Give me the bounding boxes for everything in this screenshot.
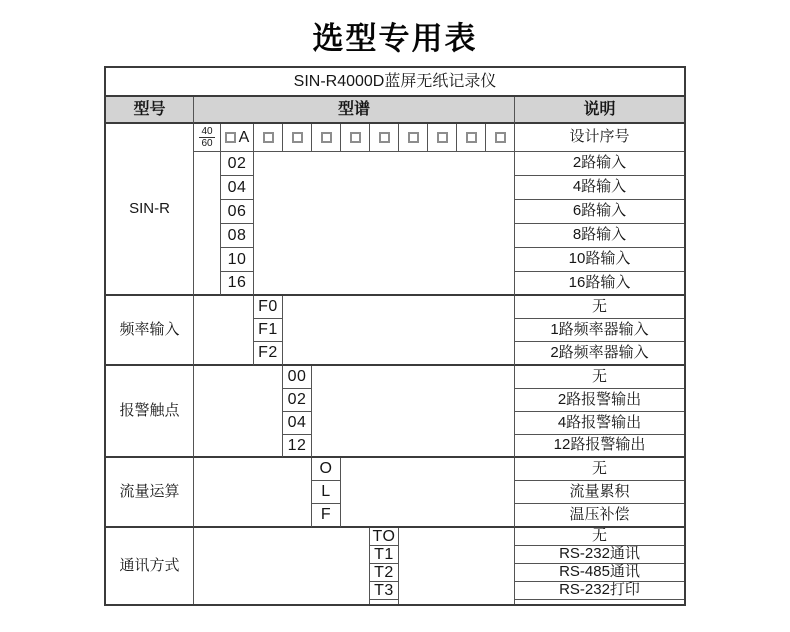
spectrum-box-cell — [428, 124, 457, 152]
spectrum-box-cell — [341, 124, 370, 152]
option-description-cell: 2路频率器输入 — [515, 342, 684, 366]
option-code-cell: TO — [370, 528, 399, 546]
option-description-cell: 2路输入 — [515, 152, 684, 176]
spectrum-box-cell — [370, 124, 399, 152]
checkbox-icon — [292, 132, 303, 143]
checkbox-icon — [350, 132, 361, 143]
option-code-cell: 02 — [283, 389, 312, 412]
spectrum-box-cell — [312, 124, 341, 152]
spectrum-blank-region — [341, 458, 515, 528]
option-description-cell: 4路输入 — [515, 176, 684, 200]
option-description-cell: 1路频率器输入 — [515, 319, 684, 342]
spectrum-box-cell — [254, 124, 283, 152]
spectrum-blank-region — [254, 152, 515, 296]
option-code-cell: 10 — [221, 248, 254, 272]
option-description-cell: 流量累积 — [515, 481, 684, 504]
option-description-cell: 无 — [515, 528, 684, 546]
spectrum-blank-region — [312, 366, 515, 458]
option-code-cell: 04 — [221, 176, 254, 200]
checkbox-icon — [437, 132, 448, 143]
spectrum-box-cell — [399, 124, 428, 152]
option-description-cell: RS-485通讯 — [515, 564, 684, 582]
option-description-cell: 设计序号 — [515, 124, 684, 152]
option-code-cell: 16 — [221, 272, 254, 296]
option-description-cell: 10路输入 — [515, 248, 684, 272]
model-group-frequency-input: 频率输入 — [106, 296, 194, 366]
spectrum-blank-region — [283, 296, 515, 366]
option-code-cell: T1 — [370, 546, 399, 564]
option-code-cell: 04 — [283, 412, 312, 435]
option-code-cell: F — [312, 504, 341, 528]
option-code-cell: F0 — [254, 296, 283, 319]
spectrum-blank-region — [194, 528, 370, 604]
col-header-description: 说明 — [515, 97, 684, 124]
fraction-cell — [194, 124, 221, 152]
option-description-cell: 12路报警输出 — [515, 435, 684, 458]
option-description-cell: 无 — [515, 458, 684, 481]
checkbox-icon — [379, 132, 390, 143]
option-description-cell: 无 — [515, 366, 684, 389]
option-description-cell: RS-232打印 — [515, 582, 684, 600]
spectrum-box-cell — [283, 124, 312, 152]
selection-table — [104, 66, 686, 606]
checkbox-icon — [466, 132, 477, 143]
option-description-cell: 16路输入 — [515, 272, 684, 296]
option-code-cell: 12 — [283, 435, 312, 458]
product-title: SIN-R4000D蓝屏无纸记录仪 — [106, 68, 684, 97]
option-code-cell: F1 — [254, 319, 283, 342]
spectrum-blank-region — [194, 366, 283, 458]
panel-size-fraction — [199, 126, 214, 149]
col-header-spectrum: 型谱 — [194, 97, 515, 124]
model-group-flow-calculation: 流量运算 — [106, 458, 194, 528]
option-code-cell: T3 — [370, 582, 399, 600]
model-group-alarm-contact: 报警触点 — [106, 366, 194, 458]
option-code-cell: 00 — [283, 366, 312, 389]
model-group-communication: 通讯方式 — [106, 528, 194, 604]
order-prefix-cell — [221, 124, 254, 152]
option-description-cell: 无 — [515, 296, 684, 319]
page-title: 选型专用表 — [312, 21, 478, 56]
col-header-model: 型号 — [106, 97, 194, 124]
model-group-sin-r: SIN-R — [106, 124, 194, 296]
fraction-bottom: 60 — [201, 138, 213, 149]
checkbox-icon — [495, 132, 506, 143]
spectrum-blank-region — [399, 528, 515, 604]
checkbox-icon — [408, 132, 419, 143]
option-description-cell: RS-232通讯 — [515, 546, 684, 564]
option-description-cell: 8路输入 — [515, 224, 684, 248]
option-description-cell: 温压补偿 — [515, 504, 684, 528]
prefix-letter: A — [238, 128, 250, 146]
option-code-cell: 08 — [221, 224, 254, 248]
option-code-cell: O — [312, 458, 341, 481]
option-code-cell: T2 — [370, 564, 399, 582]
spectrum-box-cell — [486, 124, 515, 152]
spectrum-blank-region — [194, 296, 254, 366]
option-code-cell: 06 — [221, 200, 254, 224]
option-description-cell: 2路报警输出 — [515, 389, 684, 412]
spectrum-blank-region — [194, 458, 312, 528]
option-code-cell: L — [312, 481, 341, 504]
checkbox-icon — [225, 132, 236, 143]
code-column-strip — [194, 152, 221, 296]
option-description-cell: 6路输入 — [515, 200, 684, 224]
checkbox-icon — [263, 132, 274, 143]
checkbox-icon — [321, 132, 332, 143]
option-code-cell: 02 — [221, 152, 254, 176]
option-code-cell: F2 — [254, 342, 283, 366]
spectrum-box-cell — [457, 124, 486, 152]
fraction-top: 40 — [201, 126, 213, 137]
option-description-cell: 4路报警输出 — [515, 412, 684, 435]
spectrum-blank-region — [370, 600, 399, 604]
